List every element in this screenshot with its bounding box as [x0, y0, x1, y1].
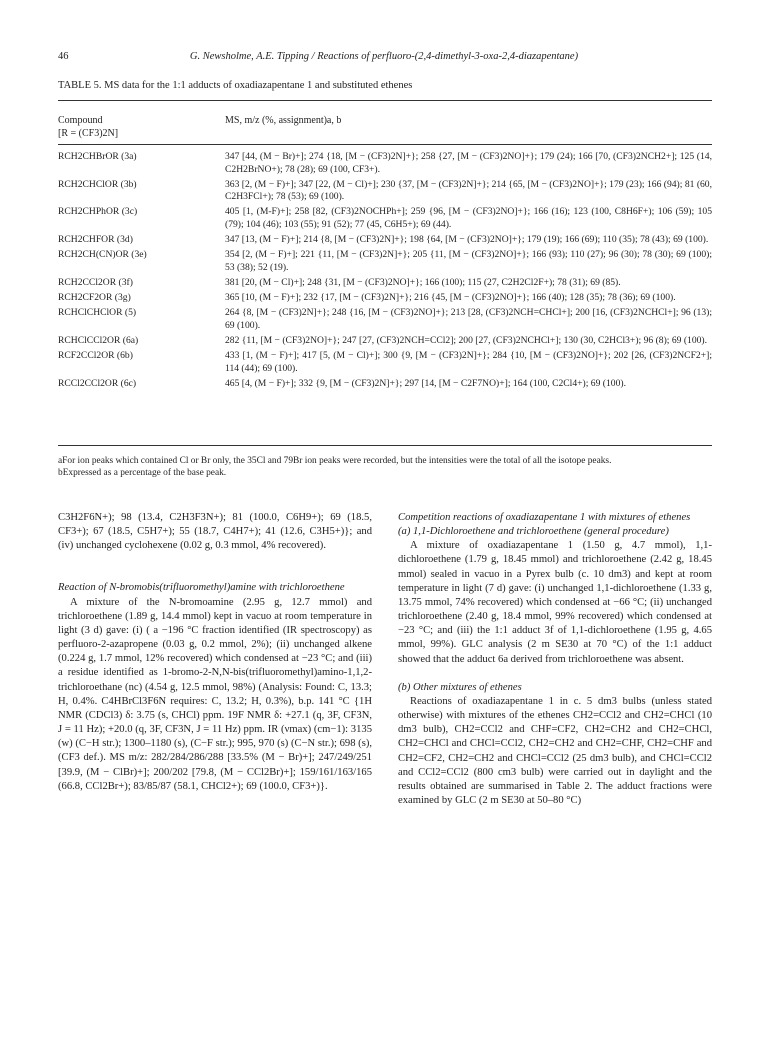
table-row	[58, 277, 712, 290]
page-number: 46	[58, 51, 69, 62]
compound-cell: RCH2CHBrOR (3a)	[58, 151, 137, 162]
right-column	[398, 511, 712, 808]
table-row	[58, 378, 712, 391]
table-top-rule	[58, 100, 712, 101]
left-column	[58, 511, 372, 794]
ms-data-cell: 465 [4, (M − F)+]; 332 {9, [M − (CF3)2N]+}; 297 [14, [M − C2F7NO)+]; 164 (100, C2Cl4+); 69 (100).	[225, 377, 626, 389]
ms-data-cell: 381 [20, (M − Cl)+]; 248 {31, [M − (CF3)2NO]+}; 166 (100); 115 (27, C2H2Cl2F+); 78 (31); 69 (85).	[225, 276, 621, 288]
ms-data-cell: 365 [10, (M − F)+]; 232 {17, [M − (CF3)2N]+}; 216 {45, [M − (CF3)2NO]+}; 166 (40); 128 (35); 78 (36); 69 (100).	[225, 292, 676, 304]
table-row	[58, 179, 712, 204]
footnote-a: aFor ion peaks which contained Cl or Br only, the 35Cl and 79Br ion peaks were recorded, but the intensities were the total of all the isotope peaks.	[58, 456, 612, 466]
running-title: G. Newsholme, A.E. Tipping / Reactions of perfluoro-(2,4-dimethyl-3-oxa-2,4-diazapentane)	[189, 51, 579, 62]
compound-cell: RCH2CH(CN)OR (3e)	[58, 249, 147, 261]
subsection-heading-a: (a) 1,1-Dichloroethene and trichloroethene (general procedure)	[398, 526, 669, 538]
table-header-rule	[58, 144, 712, 145]
subsection-heading-b: (b) Other mixtures of ethenes	[398, 681, 522, 693]
left-paragraph-continued: C3H2F6N+); 98 (13.4, C2H3F3N+); 81 (100.0, C6H9+); 69 (18.5, CF3+); 67 (18.5, C5H7+); 55 (18.7, C4H7+); 41 (12.6, C3H5+)}; and (iv) unchanged cyclohexene (0.02 g, 0.3 mmol, 4% recovered).	[58, 512, 372, 552]
compound-cell: RCHClCCl2OR (6a)	[58, 335, 139, 346]
table-row	[58, 234, 712, 247]
table-header-compound: Compound [R = (CF3)2N]	[58, 115, 119, 139]
right-paragraph-b: Reactions of oxadiazapentane 1 in c. 5 dm3 bulbs (unless stated otherwise) with mixtures of the ethenes CH2=CCl2 and CH2=CHCl (10 dm3 bulb), CH2=CCl2 and CHF=CF2, CH2=CH2 and CH2=CHCl, CH2=CHCl and CHCl=CCl2, CH2=CH2 and CH2=CHF, CH2=CHF and CH2=CF2, CH2=CH2 and CHCl=CCl2 (25 dm3 bulb), and CHCl=CCl2 and CCl2=CCl2 (800 cm3 bulb) were carried out in daylight and the results obtained are summarised in Table 2. The adduct fractions were examined by GLC (2 m SE30 at 50–80 °C)	[398, 695, 712, 806]
table-footnotes	[58, 455, 712, 480]
ms-data-cell: 347 [13, (M − F)+]; 214 {8, [M − (CF3)2N]+}; 198 {64, [M − (CF3)2NO]+}; 179 (19); 166 (69); 110 (35); 78 (43); 69 (100).	[225, 234, 709, 246]
compound-cell: RCH2CHPhOR (3c)	[58, 206, 138, 218]
ms-data-cell: 354 [2, (M − F)+]; 221 {11, [M − (CF3)2N]+}; 205 {11, [M − (CF3)2NO]+}; 166 (93); 110 (27); 96 (30); 78 (30); 69 (100); 53 (38); 52 (19).	[225, 249, 712, 273]
ms-data-cell: 347 [44, (M − Br)+]; 274 {18, [M − (CF3)2N]+}; 258 {27, [M − (CF3)2NO]+}; 179 (24); 166 [70, (CF3)2NCH2+]; 125 (14, C2H2BrNO+); 78 (28); 69 (100, CF3+).	[225, 151, 712, 175]
compound-cell: RCH2CHClOR (3b)	[58, 178, 137, 190]
table-row	[58, 206, 712, 231]
right-paragraph-a: A mixture of oxadiazapentane 1 (1.50 g, 4.7 mmol), 1,1-dichloroethene (1.79 g, 18.45 mmol) and trichloroethene (2.42 g, 18.45 mmol) sealed in vacuo in a Pyrex bulb (c. 10 dm3) and kept at room temperature in light (7 d) gave: (i) unchanged 1,1-dichloroethene (1.33 g, 13.75 mmol, 74% recovered) which condensed at −66 °C; (ii) unchanged trichloroethene (2.40 g, 18.4 mmol, 99% recovered) which condensed at −23 °C; and (iii) the 1:1 adduct 3f of 1,1-dichloroethene (1.95 g, 4.65 mmol, 99%). GLC analysis (2 m SE30 at 70 °C) of the 1:1 adduct showed that the adduct 6a derived from trichloroethene was absent.	[398, 540, 712, 665]
table-row	[58, 335, 712, 348]
ms-data-cell: 282 {11, [M − (CF3)2NO]+}; 247 [27, (CF3)2NCH=CCl2]; 200 [27, (CF3)2NCHCl+]; 130 (30, C2HCl3+); 96 (8); 69 (100).	[225, 335, 708, 346]
table-header-ms: MS, m/z (%, assignment)a, b	[225, 115, 342, 126]
compound-cell: RCCl2CCl2OR (6c)	[58, 377, 137, 389]
ms-data-cell: 363 [2, (M − F)+]; 347 [22, (M − Cl)+]; 230 {37, [M − (CF3)2N]+}; 214 {65, [M − (CF3)2NO]+}; 179 (23); 166 (94); 81 (60, C2H3FCl+); 78 (53); 69 (100).	[225, 178, 712, 203]
footnote-b: bExpressed as a percentage of the base peak.	[58, 468, 227, 479]
compound-cell: RCH2CCl2OR (3f)	[58, 276, 133, 288]
table-row	[58, 307, 712, 332]
table-row	[58, 292, 712, 305]
ms-data-cell: 433 [1, (M − F)+]; 417 [5, (M − Cl)+]; 300 {9, [M − (CF3)2N]+}; 284 {10, [M − (CF3)2NO]+}; 202 [26, (CF3)2NCF2+]; 114 (44); 69 (100).	[225, 350, 712, 374]
table-caption: TABLE 5. MS data for the 1:1 adducts of oxadiazapentane 1 and substituted ethenes	[58, 80, 413, 91]
section-heading-bromoamine: Reaction of N-bromobis(trifluoromethyl)amine with trichloroethene	[58, 582, 345, 594]
ms-data-cell: 405 [1, (M-F)+]; 258 [82, (CF3)2NOCHPh+]; 259 {96, [M − (CF3)2NO]+}; 166 (16); 123 (100, C8H6F+); 106 (59); 105 (79); 104 (46); 103 (55); 91 (52); 77 (45, C6H5+); 69 (44).	[225, 206, 712, 230]
table-bottom-rule	[58, 445, 712, 446]
ms-data-cell: 264 {8, [M − (CF3)2N]+}; 248 {16, [M − (CF3)2NO]+}; 213 [28, (CF3)2NCH=CHCl+]; 200 [16, (CF3)2NCHCl+]; 96 (13); 69 (100).	[225, 307, 712, 331]
table-row	[58, 249, 712, 274]
compound-cell: RCHClCHClOR (5)	[58, 307, 137, 319]
left-paragraph-bromoamine: A mixture of the N-bromoamine (2.95 g, 12.7 mmol) and trichloroethene (1.89 g, 14.4 mmol) kept in vacuo at room temperature in light (3 d) gave: (i) ( a −196 °C fraction identified (IR spectroscopy) as perfluoro-2-azapropene (0.03 g, 0.2 mmol, 2%); (ii) unchanged alkene (0.224 g, 1.7 mmol, 12% recovered) which condensed at −23 °C; and (iii) a residue identified as 1-bromo-2-N,N-bis(trifluoromethyl)amino-1,1,2-trichloroethane (nc) (4.54 g, 12.5 mmol, 98%) (Analysis: Found: C, 13.3; H, 0.4%. C4HBrCl3F6N requires: C, 13.2; H, 0.3%), b.p. 141 °C {1H NMR (CDCl3) δ: 3.75 (s, CHCl) ppm. 19F NMR δ: +27.1 (q, 3F, CF3N, J = 11 Hz); +20.0 (q, 3F, CF3N, J = 11 Hz) ppm. IR (νmax) (cm−1): 3135 (w) (C−H str.); 1300–1180 (s), (C−F str.); 995, 970 (s) (C−N str.); 698 (s), (CF3 def.). MS m/z: 282/284/286/288 [33.5% (M − Br)+]; 247/249/251 [39.9, (M − ClBr)+]; 200/202 [79.8, (M − CCl2Br)+]; 159/161/163/165 (66.8, CCl2Br+); 83/85/87 (58.1, CHCl2+); 69 (100.0, CF3+)}.	[58, 596, 372, 792]
table-row	[58, 350, 712, 375]
section-heading-competition: Competition reactions of oxadiazapentane 1 with mixtures of ethenes	[398, 512, 691, 523]
compound-cell: RCH2CHFOR (3d)	[58, 234, 133, 246]
table-body	[58, 151, 712, 393]
compound-cell: RCH2CF2OR (3g)	[58, 292, 131, 304]
compound-cell: RCF2CCl2OR (6b)	[58, 350, 133, 362]
table-row	[58, 151, 712, 176]
